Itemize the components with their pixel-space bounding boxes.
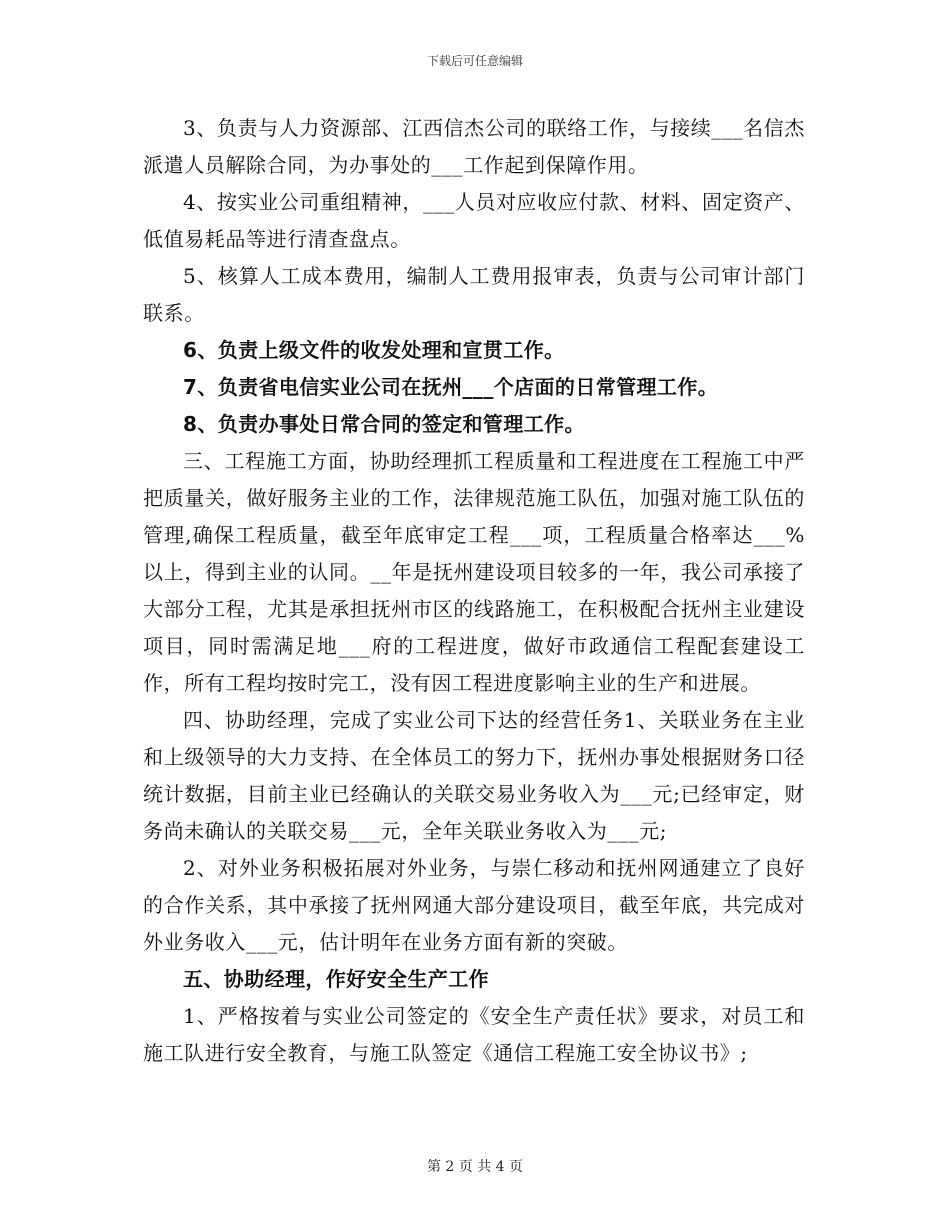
paragraph-external-business: 2、对外业务积极拓展对外业务，与崇仁移动和抚州网通建立了良好的合作关系，其中承接了抚州网通大部分建设项目，截至年底，共完成对外业务收入___元，估计明年在业务方面有新的突破。 [143, 856, 805, 954]
paragraph-item-8: 8、负责办事处日常合同的签定和管理工作。 [183, 412, 585, 436]
page-footer: 第 2 页 共 4 页 [426, 1159, 524, 1175]
document-body [143, 110, 805, 1072]
paragraph-item-5: 5、核算人工成本费用，编制人工费用报审表，负责与公司审计部门联系。 [143, 264, 805, 325]
page-header: 下载后可任意编辑 [426, 54, 523, 68]
paragraph-item-4: 4、按实业公司重组精神，___人员对应收应付款、材料、固定资产、低值易耗品等进行清查盘点。 [143, 190, 805, 251]
section-heading-5: 五、协助经理，作好安全生产工作 [183, 967, 489, 991]
paragraph-section-3: 三、工程施工方面，协助经理抓工程质量和工程进度在工程施工中严把质量关，做好服务主业的工作，法律规范施工队伍，加强对施工队伍的管理,确保工程质量，截至年底审定工程___项，工程质量合格率达___%以上，得到主业的认同。__年是抚州建设项目较多的一年，我公司承接了大部分工程，尤其是承担抚州市区的线路施工，在积极配合抚州主业建设项目，同时需满足地___府的工程进度，做好市政通信工程配套建设工作，所有工程均按时完工，没有因工程进度影响主业的生产和进展。 [143, 449, 805, 695]
paragraph-item-7: 7、负责省电信实业公司在抚州___个店面的日常管理工作。 [183, 375, 719, 399]
paragraph-item-3: 3、负责与人力资源部、江西信杰公司的联络工作，与接续___名信杰派遣人员解除合同，为办事处的___工作起到保障作用。 [143, 116, 805, 177]
paragraph-item-6: 6、负责上级文件的收发处理和宣贯工作。 [183, 338, 565, 362]
paragraph-section-4: 四、协助经理，完成了实业公司下达的经营任务1、关联业务在主业和上级领导的大力支持、在全体员工的努力下，抚州办事处根据财务口径统计数据，目前主业已经确认的关联交易业务收入为___元;已经审定，财务尚未确认的关联交易___元，全年关联业务收入为___元; [143, 708, 805, 843]
paragraph-safety-1: 1、严格按着与实业公司签定的《安全生产责任状》要求，对员工和施工队进行安全教育，与施工队签定《通信工程施工安全协议书》; [143, 1004, 805, 1065]
